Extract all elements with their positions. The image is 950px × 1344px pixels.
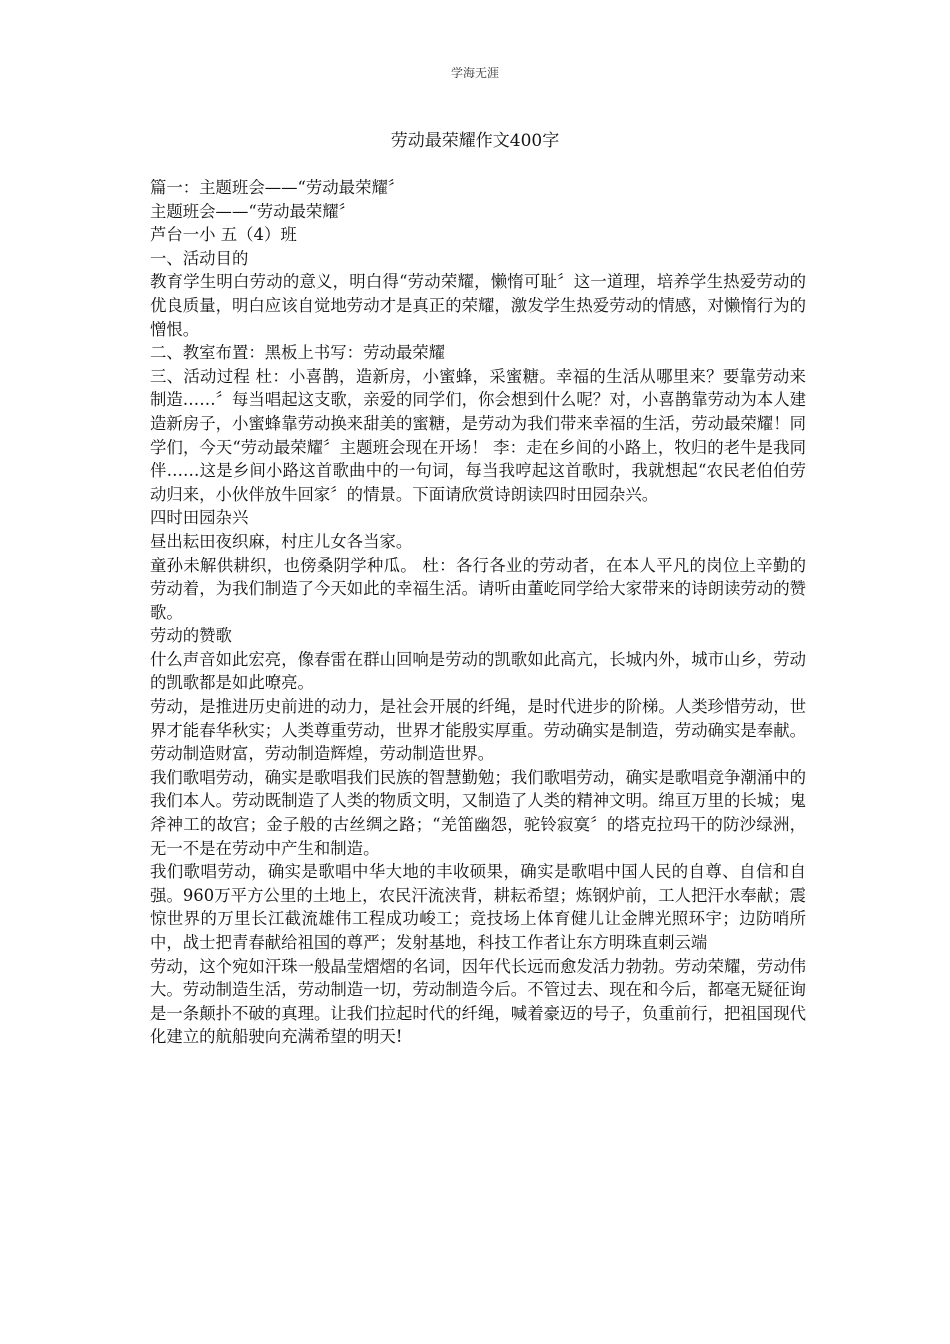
paragraph-ode-5: 劳动，这个宛如汗珠一般晶莹熠熠的名词，因年代长远而愈发活力勃勃。劳动荣耀，劳动伟大。劳动制造生活，劳动制造一切，劳动制造今后。不管过去、现在和今后，都毫无疑征询是一条颠扑不破的真理。让我们拉起时代的纤绳，喊着豪迈的号子，负重前行，把祖国现代化建立的航船驶向充满希望的明天! — [150, 956, 806, 1047]
document-title: 劳动最荣耀作文400字 — [390, 131, 560, 151]
paragraph-poem-title: 四时田园杂兴 — [150, 508, 249, 528]
paragraph-poem-line-1: 昼出耘田夜织麻，村庄儿女各当家。 — [150, 531, 413, 551]
paragraph-ode-2: 劳动，是推进历史前进的动力，是社会开展的纤绳，是时代进步的阶梯。人类珍惜劳动，世界才能春华秋实；人类尊重劳动，世界才能殷实厚重。劳动确实是制造，劳动确实是奉献。劳动制造财富，劳动制造辉煌，劳动制造世界。 — [150, 697, 806, 764]
paragraph-activity-process: 三、活动过程 杜：小喜鹊，造新房，小蜜蜂，采蜜糖。幸福的生活从哪里来？要靠劳动来制造……〞每当唱起这支歌，亲爱的同学们，你会想到什么呢？对，小喜鹊靠劳动为本人建造新房子，小蜜蜂靠劳动换来甜美的蜜糖，是劳动为我们带来幸福的生活，劳动最荣耀！同学们，今天“劳动最荣耀〞主题班会现在开场！ 李：走在乡间的小路上，牧归的老牛是我同伴……这是乡间小路这首歌曲中的一句词，每当我哼起这首歌时，我就想起“农民老伯伯劳动归来，小伙伴放牛回家〞的情景。下面请欣赏诗朗读四时田园杂兴。 — [150, 366, 806, 504]
paragraph-theme: 主题班会——“劳动最荣耀〞 — [150, 201, 356, 221]
page-header: 学海无涯 — [450, 66, 499, 80]
paragraph-ode-3: 我们歌唱劳动，确实是歌唱我们民族的智慧勤勉；我们歌唱劳动，确实是歌唱竞争潮涌中的我们本人。劳动既制造了人类的物质文明，又制造了人类的精神文明。绵亘万里的长城；鬼斧神工的故宫；金子般的古丝绸之路；“羌笛幽怨，驼铃寂寞〞的塔克拉玛干的防沙绿洲，无一不是在劳动中产生和制造。 — [150, 767, 806, 858]
paragraph-poem-line-2: 童孙未解供耕织，也傍桑阴学种瓜。 杜：各行各业的劳动者，在本人平凡的岗位上辛勤的劳动着，为我们制造了今天如此的幸福生活。请听由董屹同学给大家带来的诗朗读劳动的赞歌。 — [150, 555, 806, 622]
paragraph-classroom-setup: 二、教室布置：黑板上书写：劳动最荣耀 — [150, 343, 446, 363]
paragraph-ode-title: 劳动的赞歌 — [150, 626, 232, 646]
paragraph-ode-1: 什么声音如此宏亮，像春雷在群山回响是劳动的凯歌如此高亢，长城内外，城市山乡，劳动的凯歌都是如此嘹亮。 — [150, 649, 806, 693]
paragraph-section-title: 篇一：主题班会——“劳动最荣耀〞 — [150, 178, 405, 197]
paragraph-class: 芦台一小 五（4）班 — [150, 225, 297, 245]
paragraph-purpose-heading: 一、活动目的 — [150, 248, 249, 268]
paragraph-ode-4: 我们歌唱劳动，确实是歌唱中华大地的丰收硕果，确实是歌唱中国人民的自尊、自信和自强。960万平方公里的土地上，农民汗流浃背，耕耘希望；炼钢炉前，工人把汗水奉献；震惊世界的万里长江截流雄伟工程成功峻工；竞技场上体育健儿让金牌光照环宇；边防哨所中，战士把青春献给祖国的尊严；发射基地，科技工作者让东方明珠直刺云端 — [150, 862, 806, 952]
document-body — [150, 176, 806, 1049]
paragraph-purpose-text: 教育学生明白劳动的意义，明白得“劳动荣耀，懒惰可耻〞这一道理，培养学生热爱劳动的优良质量，明白应该自觉地劳动才是真正的荣耀，激发学生热爱劳动的情感，对懒惰行为的憎恨。 — [150, 272, 806, 339]
